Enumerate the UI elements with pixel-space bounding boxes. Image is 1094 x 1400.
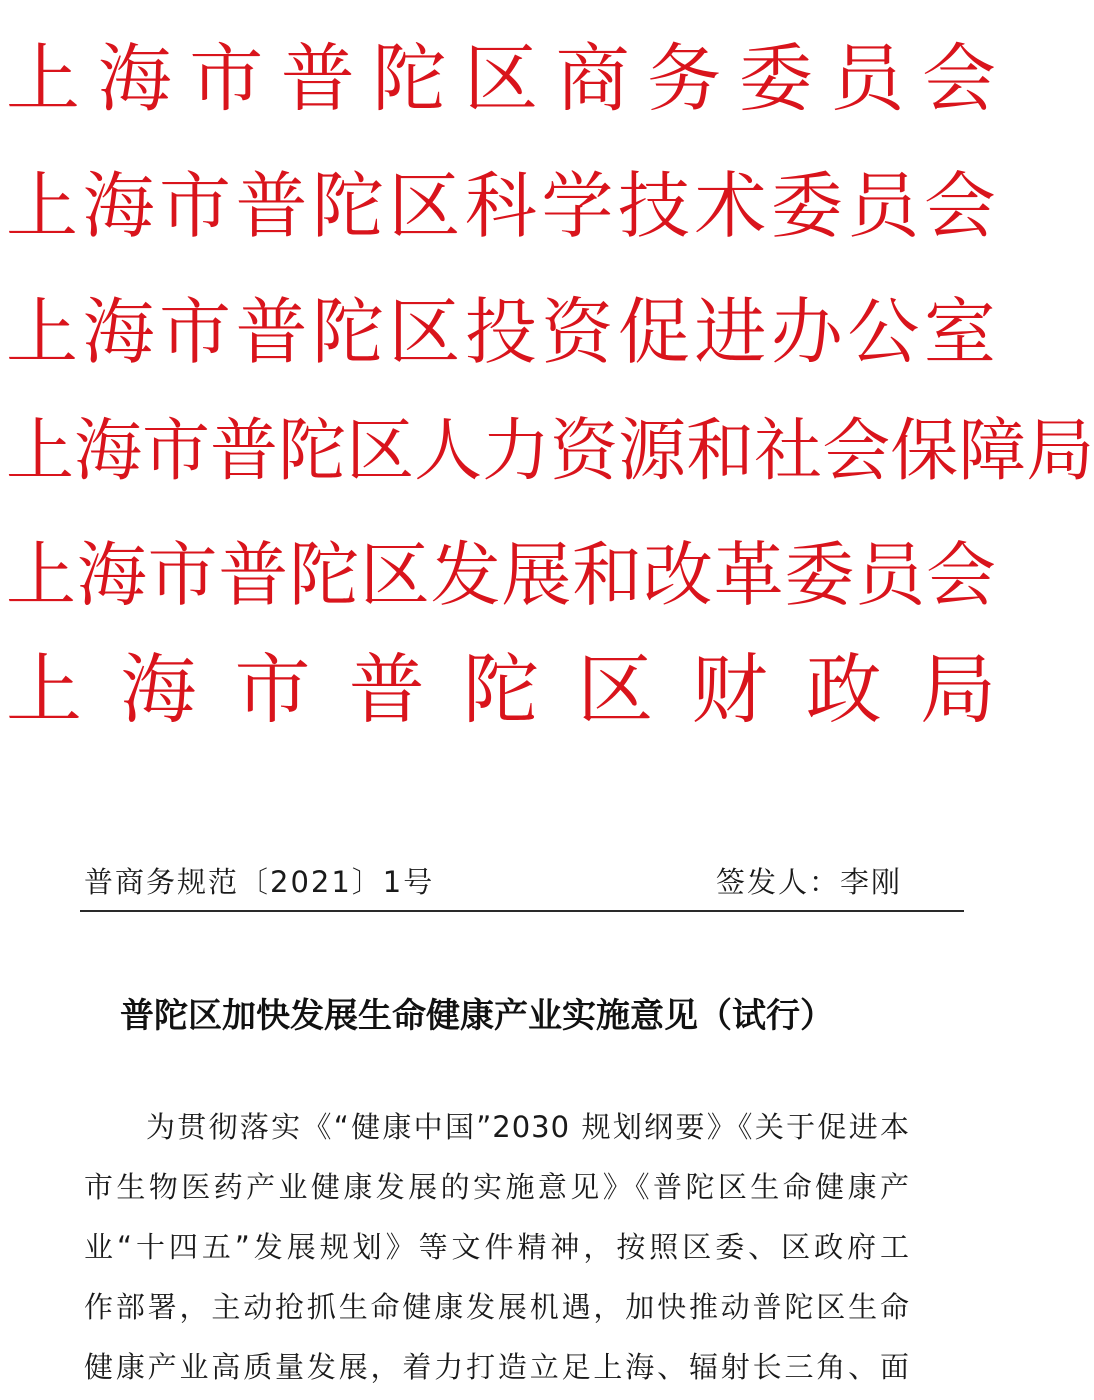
agency-char: 人: [414, 412, 483, 491]
agency-char: 市: [158, 164, 231, 248]
agency-char: 财: [691, 645, 768, 734]
agency-char: 市: [158, 290, 231, 374]
agency-char: 促: [617, 290, 690, 374]
agency-char: 委: [738, 36, 813, 122]
document-number: 普商务规范〔2021〕1号: [84, 865, 435, 899]
agency-char: 务: [647, 36, 722, 122]
agency-line-science: [6, 164, 996, 248]
agency-char: 商: [555, 36, 630, 122]
agency-char: 源: [618, 412, 687, 491]
agency-char: 资: [541, 290, 614, 374]
agency-char: 陀: [463, 645, 539, 734]
agency-char: 区: [577, 645, 654, 734]
agency-char: 进: [694, 290, 767, 374]
body-line: 健康产业高质量发展，着力打造立足上海、辐射长三角、面: [84, 1350, 910, 1384]
agency-char: 资: [550, 412, 619, 491]
agency-char: 会: [925, 534, 996, 616]
agency-char: 员: [855, 534, 926, 616]
agency-line-development: [6, 534, 996, 616]
agency-char: 区: [463, 36, 538, 122]
agency-char: 海: [74, 412, 143, 491]
agency-char: 海: [76, 534, 147, 616]
agency-char: 政: [805, 645, 882, 734]
agency-char: 委: [784, 534, 855, 616]
agency-char: 会: [921, 36, 996, 122]
agency-char: 和: [572, 534, 643, 616]
agency-char: 社: [754, 412, 823, 491]
agency-char: 陀: [289, 534, 360, 616]
agency-char: 展: [501, 534, 572, 616]
agency-char: 区: [388, 290, 461, 374]
agency-char: 会: [822, 412, 891, 491]
agency-char: 上: [6, 645, 82, 734]
agency-char: 会: [923, 164, 996, 248]
header-divider: [80, 910, 964, 912]
agency-char: 海: [97, 36, 172, 122]
agency-char: 普: [210, 412, 279, 491]
agency-char: 普: [348, 645, 425, 734]
agency-char: 陀: [372, 36, 447, 122]
agency-char: 海: [82, 164, 155, 248]
document-title: 普陀区加快发展生命健康产业实施意见（试行）: [120, 996, 834, 1036]
agency-char: 上: [6, 412, 75, 491]
agency-char: 保: [890, 412, 959, 491]
agency-char: 海: [82, 290, 155, 374]
agency-char: 员: [830, 36, 905, 122]
agency-char: 术: [694, 164, 767, 248]
agency-char: 普: [235, 290, 308, 374]
body-line: 作部署，主动抢抓生命健康发展机遇，加快推动普陀区生命: [84, 1290, 910, 1324]
agency-char: 发: [430, 534, 501, 616]
agency-char: 改: [642, 534, 713, 616]
body-line: 业“十四五”发展规划》等文件精神，按照区委、区政府工: [84, 1230, 910, 1264]
agency-char: 普: [235, 164, 308, 248]
agency-line-commerce: [6, 36, 996, 122]
agency-char: 市: [189, 36, 264, 122]
agency-char: 投: [464, 290, 537, 374]
signer: 签发人：李刚: [715, 865, 902, 899]
agency-char: 上: [6, 164, 79, 248]
agency-char: 公: [847, 290, 920, 374]
agency-char: 员: [847, 164, 920, 248]
agency-char: 陀: [278, 412, 347, 491]
body-line: 市生物医药产业健康发展的实施意见》《普陀区生命健康产: [84, 1170, 910, 1204]
agency-char: 上: [6, 290, 79, 374]
agency-line-finance: [6, 645, 996, 734]
agency-char: 力: [482, 412, 551, 491]
agency-char: 区: [346, 412, 415, 491]
body-line: 为贯彻落实《“健康中国”2030 规划纲要》《关于促进本: [146, 1110, 910, 1144]
agency-char: 革: [713, 534, 784, 616]
agency-char: 和: [686, 412, 755, 491]
agency-char: 市: [147, 534, 218, 616]
agency-char: 陀: [311, 290, 384, 374]
agency-char: 技: [617, 164, 690, 248]
agency-char: 学: [541, 164, 614, 248]
agency-char: 普: [280, 36, 355, 122]
agency-char: 局: [1026, 412, 1094, 491]
agency-char: 市: [142, 412, 211, 491]
agency-char: 区: [388, 164, 461, 248]
agency-char: 委: [770, 164, 843, 248]
agency-char: 海: [120, 645, 197, 734]
agency-char: 市: [234, 645, 311, 734]
agency-char: 障: [958, 412, 1027, 491]
agency-char: 上: [6, 534, 76, 616]
agency-char: 室: [923, 290, 996, 374]
agency-char: 区: [359, 534, 430, 616]
agency-line-hr: [6, 412, 1094, 491]
agency-char: 陀: [311, 164, 384, 248]
agency-char: 办: [770, 290, 843, 374]
agency-line-investment: [6, 290, 996, 374]
agency-char: 上: [6, 36, 80, 122]
agency-char: 局: [920, 645, 996, 734]
agency-char: 普: [218, 534, 289, 616]
agency-char: 科: [464, 164, 537, 248]
